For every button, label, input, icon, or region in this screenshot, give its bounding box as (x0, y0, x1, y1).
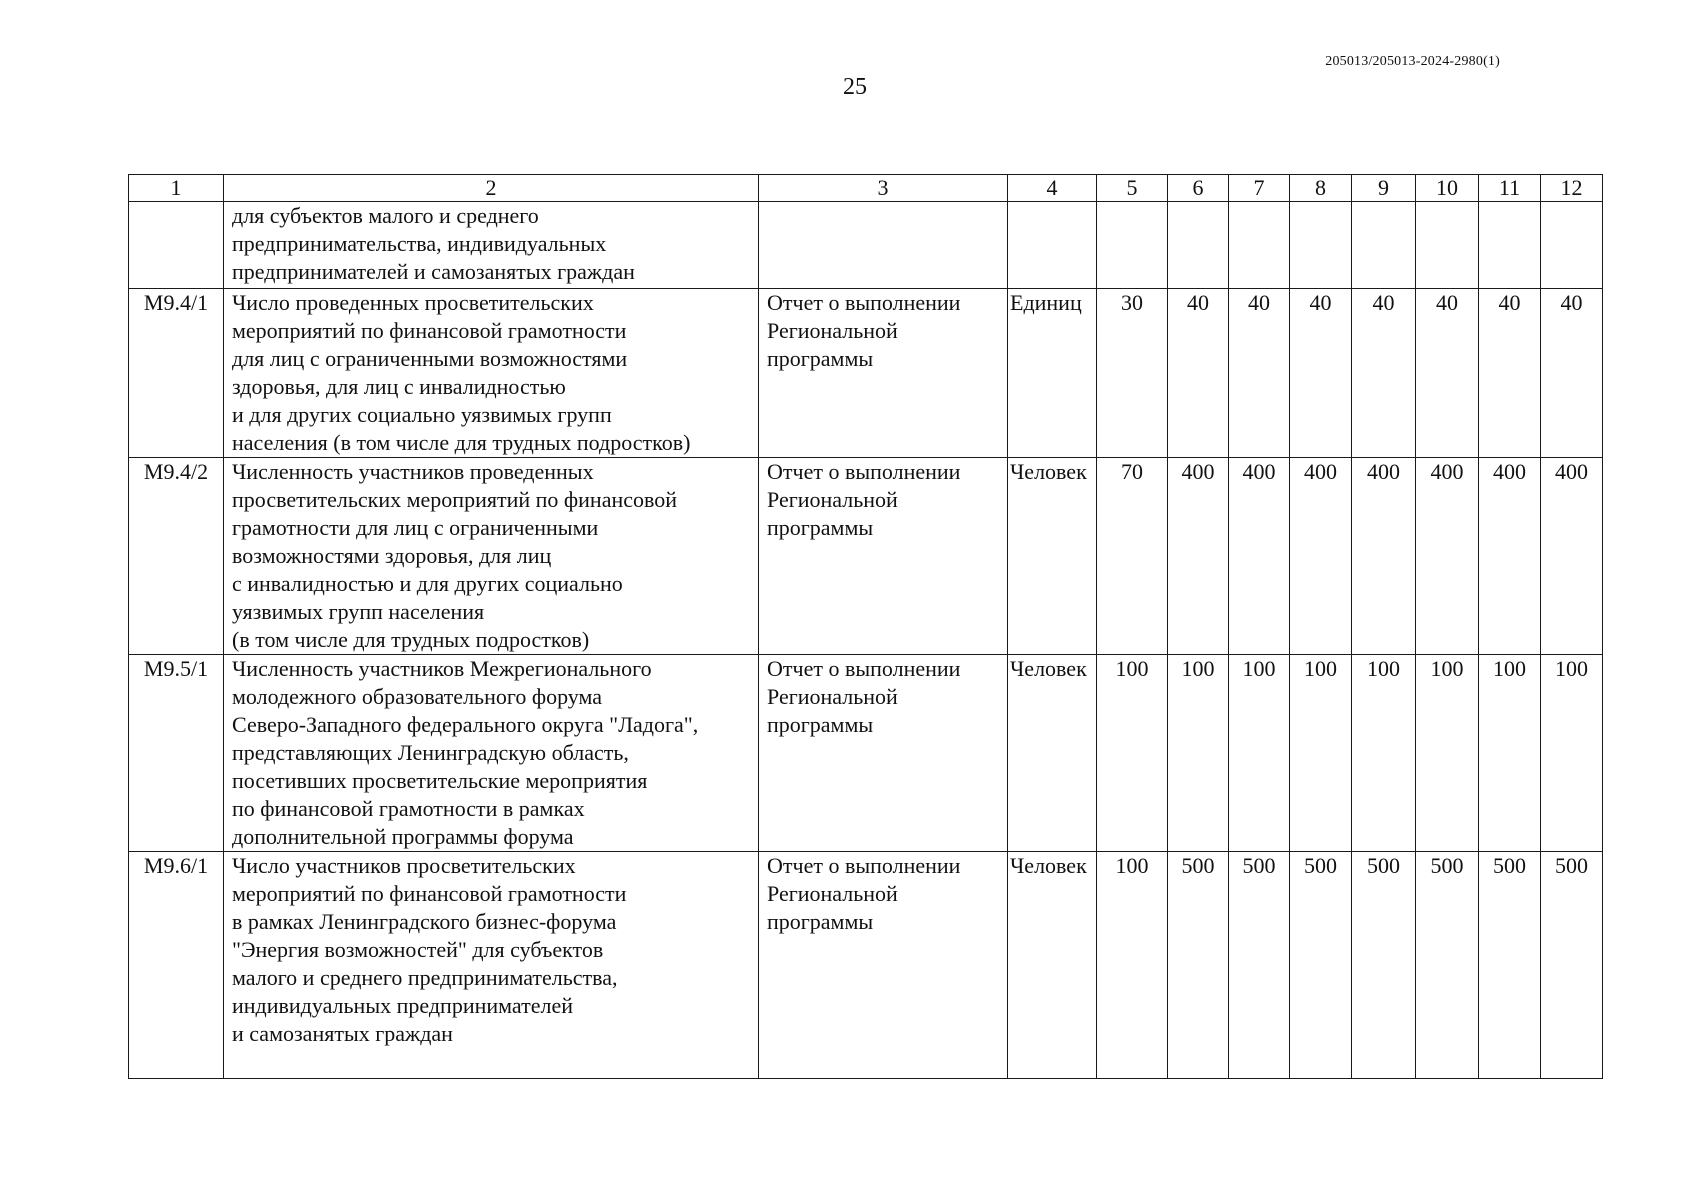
indicator-value: 500 (1541, 852, 1603, 1079)
indicator-value (1352, 202, 1416, 289)
indicator-source: Отчет о выполнении Региональной программы (759, 852, 1008, 1079)
indicator-value: 70 (1097, 458, 1168, 655)
indicator-value (1479, 202, 1541, 289)
indicator-value: 500 (1168, 852, 1229, 1079)
indicator-value: 100 (1097, 852, 1168, 1079)
indicator-value (1168, 202, 1229, 289)
column-header: 7 (1229, 175, 1290, 202)
indicator-value: 500 (1290, 852, 1352, 1079)
document-id: 205013/205013-2024-2980(1) (1325, 54, 1500, 69)
indicator-unit: Единиц (1008, 289, 1097, 458)
table-row (129, 289, 1603, 458)
column-header: 6 (1168, 175, 1229, 202)
indicator-value: 500 (1352, 852, 1416, 1079)
indicator-value: 100 (1229, 655, 1290, 852)
indicator-value: 100 (1479, 655, 1541, 852)
column-header: 12 (1541, 175, 1603, 202)
indicator-value: 500 (1479, 852, 1541, 1079)
column-header: 1 (129, 175, 224, 202)
indicator-value: 500 (1229, 852, 1290, 1079)
indicator-value: 100 (1290, 655, 1352, 852)
indicator-value (1541, 202, 1603, 289)
indicator-source: Отчет о выполнении Региональной программы (759, 655, 1008, 852)
indicator-value: 400 (1479, 458, 1541, 655)
indicator-value: 100 (1416, 655, 1479, 852)
table-row (129, 458, 1603, 655)
indicator-value (1229, 202, 1290, 289)
indicator-value: 40 (1479, 289, 1541, 458)
indicator-code (129, 202, 224, 289)
indicator-source: Отчет о выполнении Региональной программы (759, 289, 1008, 458)
indicator-value: 400 (1352, 458, 1416, 655)
indicator-value (1097, 202, 1168, 289)
column-header: 4 (1008, 175, 1097, 202)
indicator-name: Численность участников Межрегионального молодежного образовательного форума Северо-Западного федерального округа "Ладога", представляющих Ленинградскую область, посетивших просветительские мероприятия по финансовой грамотности в рамках дополнительной программы форума (224, 655, 759, 852)
indicator-value: 40 (1168, 289, 1229, 458)
indicator-value: 400 (1541, 458, 1603, 655)
page-number: 25 (843, 74, 867, 100)
indicator-value: 40 (1229, 289, 1290, 458)
indicator-name: для субъектов малого и среднего предпринимательства, индивидуальных предпринимателей и самозанятых граждан (224, 202, 759, 289)
indicator-value: 40 (1352, 289, 1416, 458)
indicator-unit: Человек (1008, 458, 1097, 655)
column-header: 8 (1290, 175, 1352, 202)
indicator-value (1290, 202, 1352, 289)
column-number-row (129, 175, 1603, 202)
indicator-code: М9.4/2 (129, 458, 224, 655)
indicator-value: 400 (1168, 458, 1229, 655)
table-row-continuation (129, 202, 1603, 289)
indicator-name: Число участников просветительских мероприятий по финансовой грамотности в рамках Ленинградского бизнес-форума "Энергия возможностей" для субъектов малого и среднего предпринимательства, индивидуальных предпринимателей и самозанятых граждан (224, 852, 759, 1079)
indicator-name: Число проведенных просветительских мероприятий по финансовой грамотности для лиц с ограниченными возможностями здоровья, для лиц с инвалидностью и для других социально уязвимых групп населения (в том числе для трудных подростков) (224, 289, 759, 458)
column-header: 9 (1352, 175, 1416, 202)
indicator-value: 100 (1097, 655, 1168, 852)
indicator-unit (1008, 202, 1097, 289)
indicator-value: 40 (1416, 289, 1479, 458)
indicator-source (759, 202, 1008, 289)
indicator-value: 400 (1290, 458, 1352, 655)
table-row (129, 655, 1603, 852)
table-row (129, 852, 1603, 1079)
column-header: 5 (1097, 175, 1168, 202)
indicator-value: 400 (1416, 458, 1479, 655)
indicator-code: М9.4/1 (129, 289, 224, 458)
indicators-table (128, 174, 1603, 1079)
indicator-unit: Человек (1008, 852, 1097, 1079)
indicator-code: М9.5/1 (129, 655, 224, 852)
column-header: 2 (224, 175, 759, 202)
indicator-value: 30 (1097, 289, 1168, 458)
indicator-name: Численность участников проведенных просветительских мероприятий по финансовой грамотности для лиц с ограниченными возможностями здоровья, для лиц с инвалидностью и для других социально уязвимых групп населения (в том числе для трудных подростков) (224, 458, 759, 655)
indicator-value: 100 (1168, 655, 1229, 852)
indicator-source: Отчет о выполнении Региональной программы (759, 458, 1008, 655)
column-header: 10 (1416, 175, 1479, 202)
indicator-value: 100 (1541, 655, 1603, 852)
indicator-code: М9.6/1 (129, 852, 224, 1079)
indicator-value: 100 (1352, 655, 1416, 852)
column-header: 11 (1479, 175, 1541, 202)
indicator-value: 40 (1541, 289, 1603, 458)
indicator-value: 500 (1416, 852, 1479, 1079)
indicator-value: 400 (1229, 458, 1290, 655)
indicator-value: 40 (1290, 289, 1352, 458)
column-header: 3 (759, 175, 1008, 202)
indicator-unit: Человек (1008, 655, 1097, 852)
indicator-value (1416, 202, 1479, 289)
